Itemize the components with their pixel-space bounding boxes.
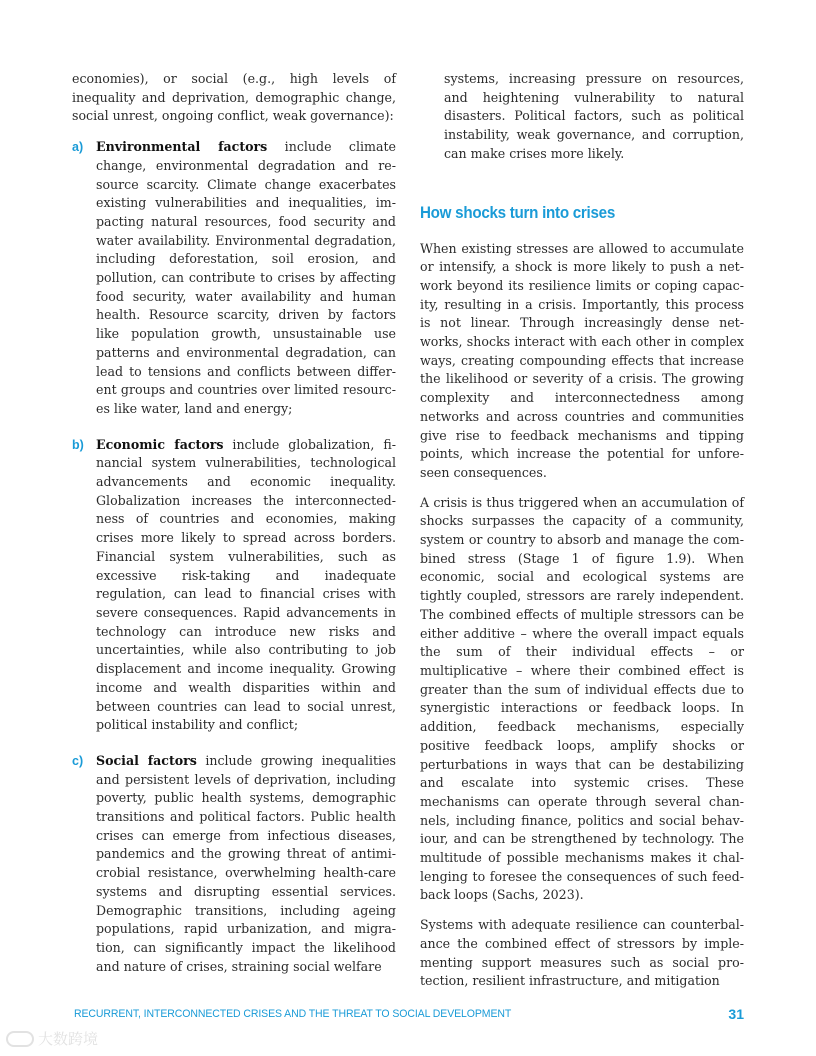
list-term: Economic factors (96, 436, 224, 452)
list-continuation: systems, increasing pressure on resources, and heightening vulnerability to natural disasters. Political factors, such as political instability, weak governance, and corruption, can make crises more likely. (444, 71, 744, 161)
body-paragraph: Systems with adequate resilience can counterbalance the combined effect of stressors by implementing support measures such as social protection, resilient infrastructure, and mitigation (420, 917, 744, 989)
factors-list (72, 138, 396, 976)
logo-icon (6, 1031, 34, 1047)
page-footer (74, 1006, 744, 1022)
list-item-economic (72, 436, 396, 735)
list-marker: a) (72, 140, 84, 155)
left-column (72, 70, 396, 988)
list-term: Social factors (96, 752, 197, 768)
list-item-social (72, 752, 396, 976)
watermark-text: 大数跨境 (38, 1030, 99, 1048)
page-number: 31 (728, 1006, 744, 1022)
list-marker: b) (72, 437, 84, 452)
running-title: RECURRENT, INTERCONNECTED CRISES AND THE THREAT TO SOCIAL DEVELOPMENT (74, 1008, 512, 1020)
list-item-environmental (72, 138, 396, 419)
list-text: include growing inequalities and persistent levels of deprivation, including poverty, public health systems, demographic transitions and political factors. Public health crises can emerge from infectious diseases, pandemics and the growing threat of antimicrobial resistance, overwhelming health-care systems and disrupting essential services. Demographic transitions, including ageing populations, rapid urbanization, and migration, can significantly impact the likelihood and nature of crises, straining social welfare (96, 752, 396, 974)
list-marker: c) (72, 753, 84, 768)
body-paragraph: A crisis is thus triggered when an accumulation of shocks surpasses the capacity of a community, system or country to absorb and manage the combined stress (Stage 1 of figure 1.9). When economic, social and ecological systems are tightly coupled, stressors are rarely independent. The combined effects of multiple stressors can be either additive – where the overall impact equals the sum of their individual effects – or multiplicative – where their combined effect is greater than the sum of individual effects due to synergistic interactions or feedback loops. In addition, feedback mechanisms, especially positive feedback loops, amplify shocks or perturbations in ways that can be destabilizing and escalate into systemic crises. These mechanisms can operate through several channels, including finance, politics and social behaviour, and can be strengthened by technology. The multitude of possible mechanisms makes it challenging to foresee the consequences of such feedback loops (Sachs, 2023). (420, 494, 744, 903)
body-paragraph: When existing stresses are allowed to accumulate or intensify, a shock is more likely to push a network beyond its resilience limits or coping capacity, resulting in a crisis. Importantly, this process is not linear. Through increasingly dense networks, shocks interact with each other in complex ways, creating compounding effects that increase the likelihood or severity of a crisis. The growing complexity and interconnectedness among networks and across countries and communities give rise to feedback mechanisms and tipping points, which increase the potential for unforeseen consequences. (420, 240, 744, 480)
intro-paragraph: economies), or social (e.g., high levels of inequality and deprivation, demographic change, social unrest, ongoing conflict, weak governance): (72, 71, 396, 124)
section-heading: How shocks turn into crises (420, 203, 615, 222)
right-column (420, 70, 744, 1002)
watermark (6, 1028, 98, 1049)
list-text: include climate change, environmental degradation and resource scarcity. Climate change exacerbates existing vulnerabilities and inequalities, impacting natural resources, food security and water availability. Environmental degradation, including deforestation, soil erosion, and pollution, can contribute to crises by affecting food security, water availability and human health. Resource scarcity, driven by factors like population growth, unsustainable use patterns and environmental degradation, can lead to tensions and conflicts between different groups and countries over limited resources like water, land and energy; (96, 139, 396, 416)
list-text: include globalization, financial system vulnerabilities, technological advancements and economic inequality. Globalization increases the interconnectedness of countries and economies, making crises more likely to spread across borders. Financial system vulnerabilities, such as excessive risk-taking and inadequate regulation, can lead to financial crises with severe consequences. Rapid advancements in technology can introduce new risks and uncertainties, while also contributing to job displacement and income inequality. Growing income and wealth disparities within and between countries can lead to social unrest, political instability and conflict; (96, 436, 396, 733)
list-term: Environmental factors (96, 139, 268, 155)
